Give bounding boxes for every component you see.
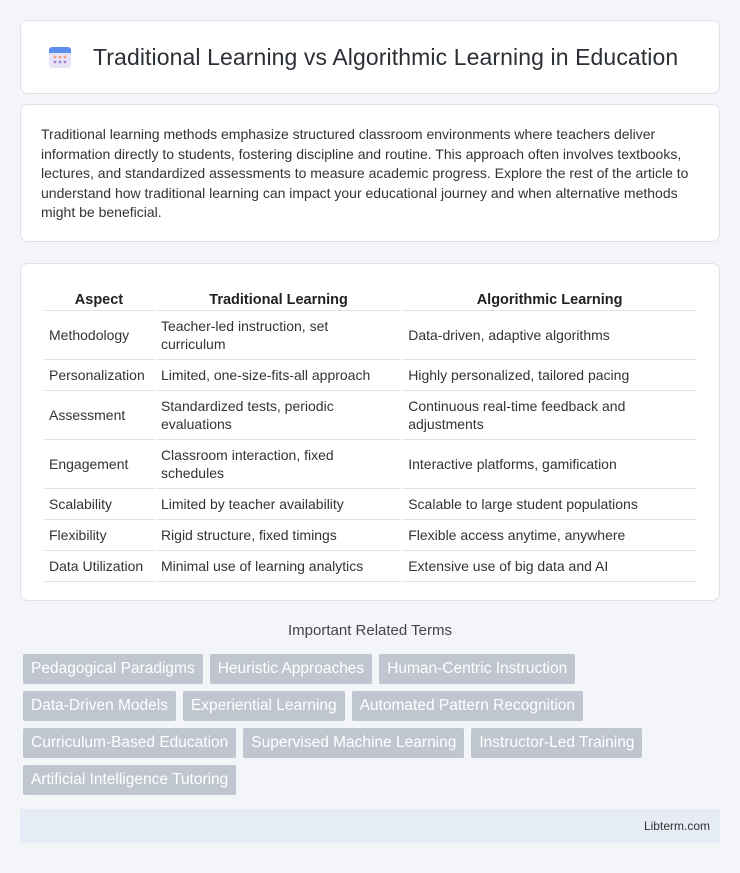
table-row [44, 440, 696, 489]
related-terms-title: Important Related Terms [288, 622, 452, 639]
term-tag[interactable]: Pedagogical Paradigms [23, 654, 203, 684]
term-tag[interactable]: Artificial Intelligence Tutoring [23, 765, 236, 795]
table-cell: Flexible access anytime, anywhere [403, 520, 696, 551]
header-algorithmic: Algorithmic Learning [403, 284, 696, 311]
table-cell: Interactive platforms, gamification [403, 440, 696, 489]
term-tag[interactable]: Heuristic Approaches [210, 654, 372, 684]
intro-card [20, 104, 720, 242]
term-tag[interactable]: Curriculum-Based Education [23, 728, 236, 758]
table-row [44, 360, 696, 391]
term-tag[interactable]: Automated Pattern Recognition [352, 691, 583, 721]
table-cell: Methodology [44, 311, 154, 360]
table-cell: Limited by teacher availability [156, 489, 401, 520]
table-cell: Highly personalized, tailored pacing [403, 360, 696, 391]
table-cell: Data-driven, adaptive algorithms [403, 311, 696, 360]
table-cell: Continuous real-time feedback and adjustments [403, 391, 696, 440]
table-cell: Minimal use of learning analytics [156, 551, 401, 582]
table-cell: Limited, one-size-fits-all approach [156, 360, 401, 391]
header-aspect: Aspect [44, 284, 154, 311]
table-cell: Classroom interaction, fixed schedules [156, 440, 401, 489]
term-tag[interactable]: Experiential Learning [183, 691, 345, 721]
table-cell: Standardized tests, periodic evaluations [156, 391, 401, 440]
header-card [20, 20, 720, 94]
term-tag[interactable]: Human-Centric Instruction [379, 654, 575, 684]
table-cell: Extensive use of big data and AI [403, 551, 696, 582]
table-row [44, 489, 696, 520]
comparison-table-card [20, 263, 720, 601]
table-cell: Engagement [44, 440, 154, 489]
table-row [44, 311, 696, 360]
calendar-grid-icon [47, 44, 73, 70]
related-terms-list [23, 654, 723, 795]
table-cell: Personalization [44, 360, 154, 391]
table-cell: Scalable to large student populations [403, 489, 696, 520]
table-cell: Teacher-led instruction, set curriculum [156, 311, 401, 360]
term-tag[interactable]: Data-Driven Models [23, 691, 176, 721]
intro-paragraph: Traditional learning methods emphasize structured classroom environments where teachers deliver information directly to students, fostering discipline and routine. This approach often involves textbooks, lectures, and standardized assessments to measure academic progress. Explore the rest of the article to understand how traditional learning can impact your educational journey and when alternative methods might be beneficial. [41, 126, 689, 220]
table-header-row [44, 284, 696, 311]
header-traditional: Traditional Learning [156, 284, 401, 311]
table-cell: Scalability [44, 489, 154, 520]
table-cell: Data Utilization [44, 551, 154, 582]
table-row [44, 391, 696, 440]
table-row [44, 551, 696, 582]
table-cell: Rigid structure, fixed timings [156, 520, 401, 551]
footer [20, 809, 720, 843]
table-row [44, 520, 696, 551]
table-cell: Assessment [44, 391, 154, 440]
term-tag[interactable]: Instructor-Led Training [471, 728, 642, 758]
page-title: Traditional Learning vs Algorithmic Learning in Education [93, 43, 679, 70]
footer-site-link[interactable]: Libterm.com [643, 819, 710, 833]
table-cell: Flexibility [44, 520, 154, 551]
comparison-table [42, 284, 698, 582]
term-tag[interactable]: Supervised Machine Learning [243, 728, 464, 758]
